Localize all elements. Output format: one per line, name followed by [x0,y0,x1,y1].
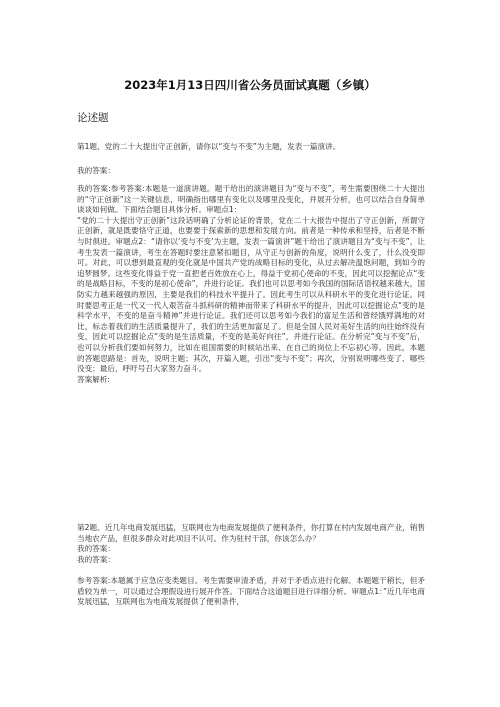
question-2 [77,523,425,565]
question-1-my-answer-label [77,166,425,177]
my-answer-label: 我的答案： [77,166,115,175]
my-answer-label: 我的答案： [77,554,115,564]
my-answer-label: 我的答案： [77,544,115,554]
answer-paragraph: “党的二十大提出守正创新”这段话明确了分析论证的背景，党在二十大报告中提出了守正创新，所谓守正创新，就是既要恪守正道，也要要于探索新的思想和发展方向。前者是一种传承和坚持，后者是不断与时俱进。审题点2：“请你以‘变与不变’为主题，发表一篇演讲”题干给出了演讲题目为“变与不变”，让考生发表一篇演讲，考生在答题时要注意紧扣题目，从守正与创新的角度，说明什么变了，什么没变即可。对此，可以想到最直观的变化就是中国共产党的战略目标的变化，从过去解决温饱问题，到如今的追梦圆梦。这些变化得益于党一直把老百姓放在心上，得益于党初心使命的不变，因此可以挖掘论点“变的是战略目标，不变的是初心使命”，并进行论证。我们也可以思考如今我国的国际话语权越来越大，国防实力越来越强的原因，主要是我们的科技水平提升了。因此考生可以从科研水平的变化进行论证。同时要思考正是一代又一代人艰苦奋斗抓科研的精神而带来了科研水平的提升，因此可以挖掘论点“变的是科学水平，不变的是奋斗精神”并进行论证。我们还可以思考如今我们的富足生活和曾经饿殍满地的对比，标志着我们的生活质量提升了，我们的生活更加富足了。但是全国人民对美好生活的向往始终没有变，因此可以挖掘论点“变的是生活质量，不变的是美好向往”，并进行论证。在分析完“变与不变”后，也可以分析我们要如何努力，比如在祖国需要的时候站出来、在自己的岗位上不忘初心等。因此，本题的答题思路是：首先，说明主题；其次，开篇入题，引出“变与不变”；再次，分别说明哪些变了、哪些没变；最后，呼吁号召大家努力奋斗。 [77,215,425,374]
answer-paragraph: 我的答案:参考答案:本题是一道演讲题。题干给出的演讲题目为“变与不变”，考生需要围绕二十大提出的“守正创新”这一关键信息，明确指出哪里有变化以及哪里没变化，并展开分析，也可以结合自身简单谈谈如何做。下面结合题目具体分析。审题点1： [77,184,425,215]
question-1-answer [77,184,425,385]
section-heading: 论述题 [77,112,109,124]
question-1-text: 第1题、党的二十大提出守正创新，请你以“变与不变”为主题，发表一篇演讲。 [77,142,341,151]
question-2-text: 第2题、近几年电商发展迅猛，互联网也为电商发展提供了便利条件，你打算在村内发展电商产业，销售当地农产品，但很多群众对此项目不认可。作为驻村干部，你该怎么办？ [77,523,425,543]
page-title: 2023年1月13日四川省公务员面试真题（乡镇） [124,78,376,92]
question-1 [77,142,425,153]
answer-paragraph: 参考答案:本题属于应急应变类题目。考生需要审清矛盾，并对于矛盾点进行化解。本题题干稍长，但矛盾较为单一，可以通过合理假设进行展开作答。下面结合这道题目进行详细分析。审题点1：”近几年电商发展迅猛，互联网也为电商发展提供了便利条件， [77,576,425,607]
analysis-label: 答案解析: [77,374,110,384]
question-2-answer [77,576,425,608]
